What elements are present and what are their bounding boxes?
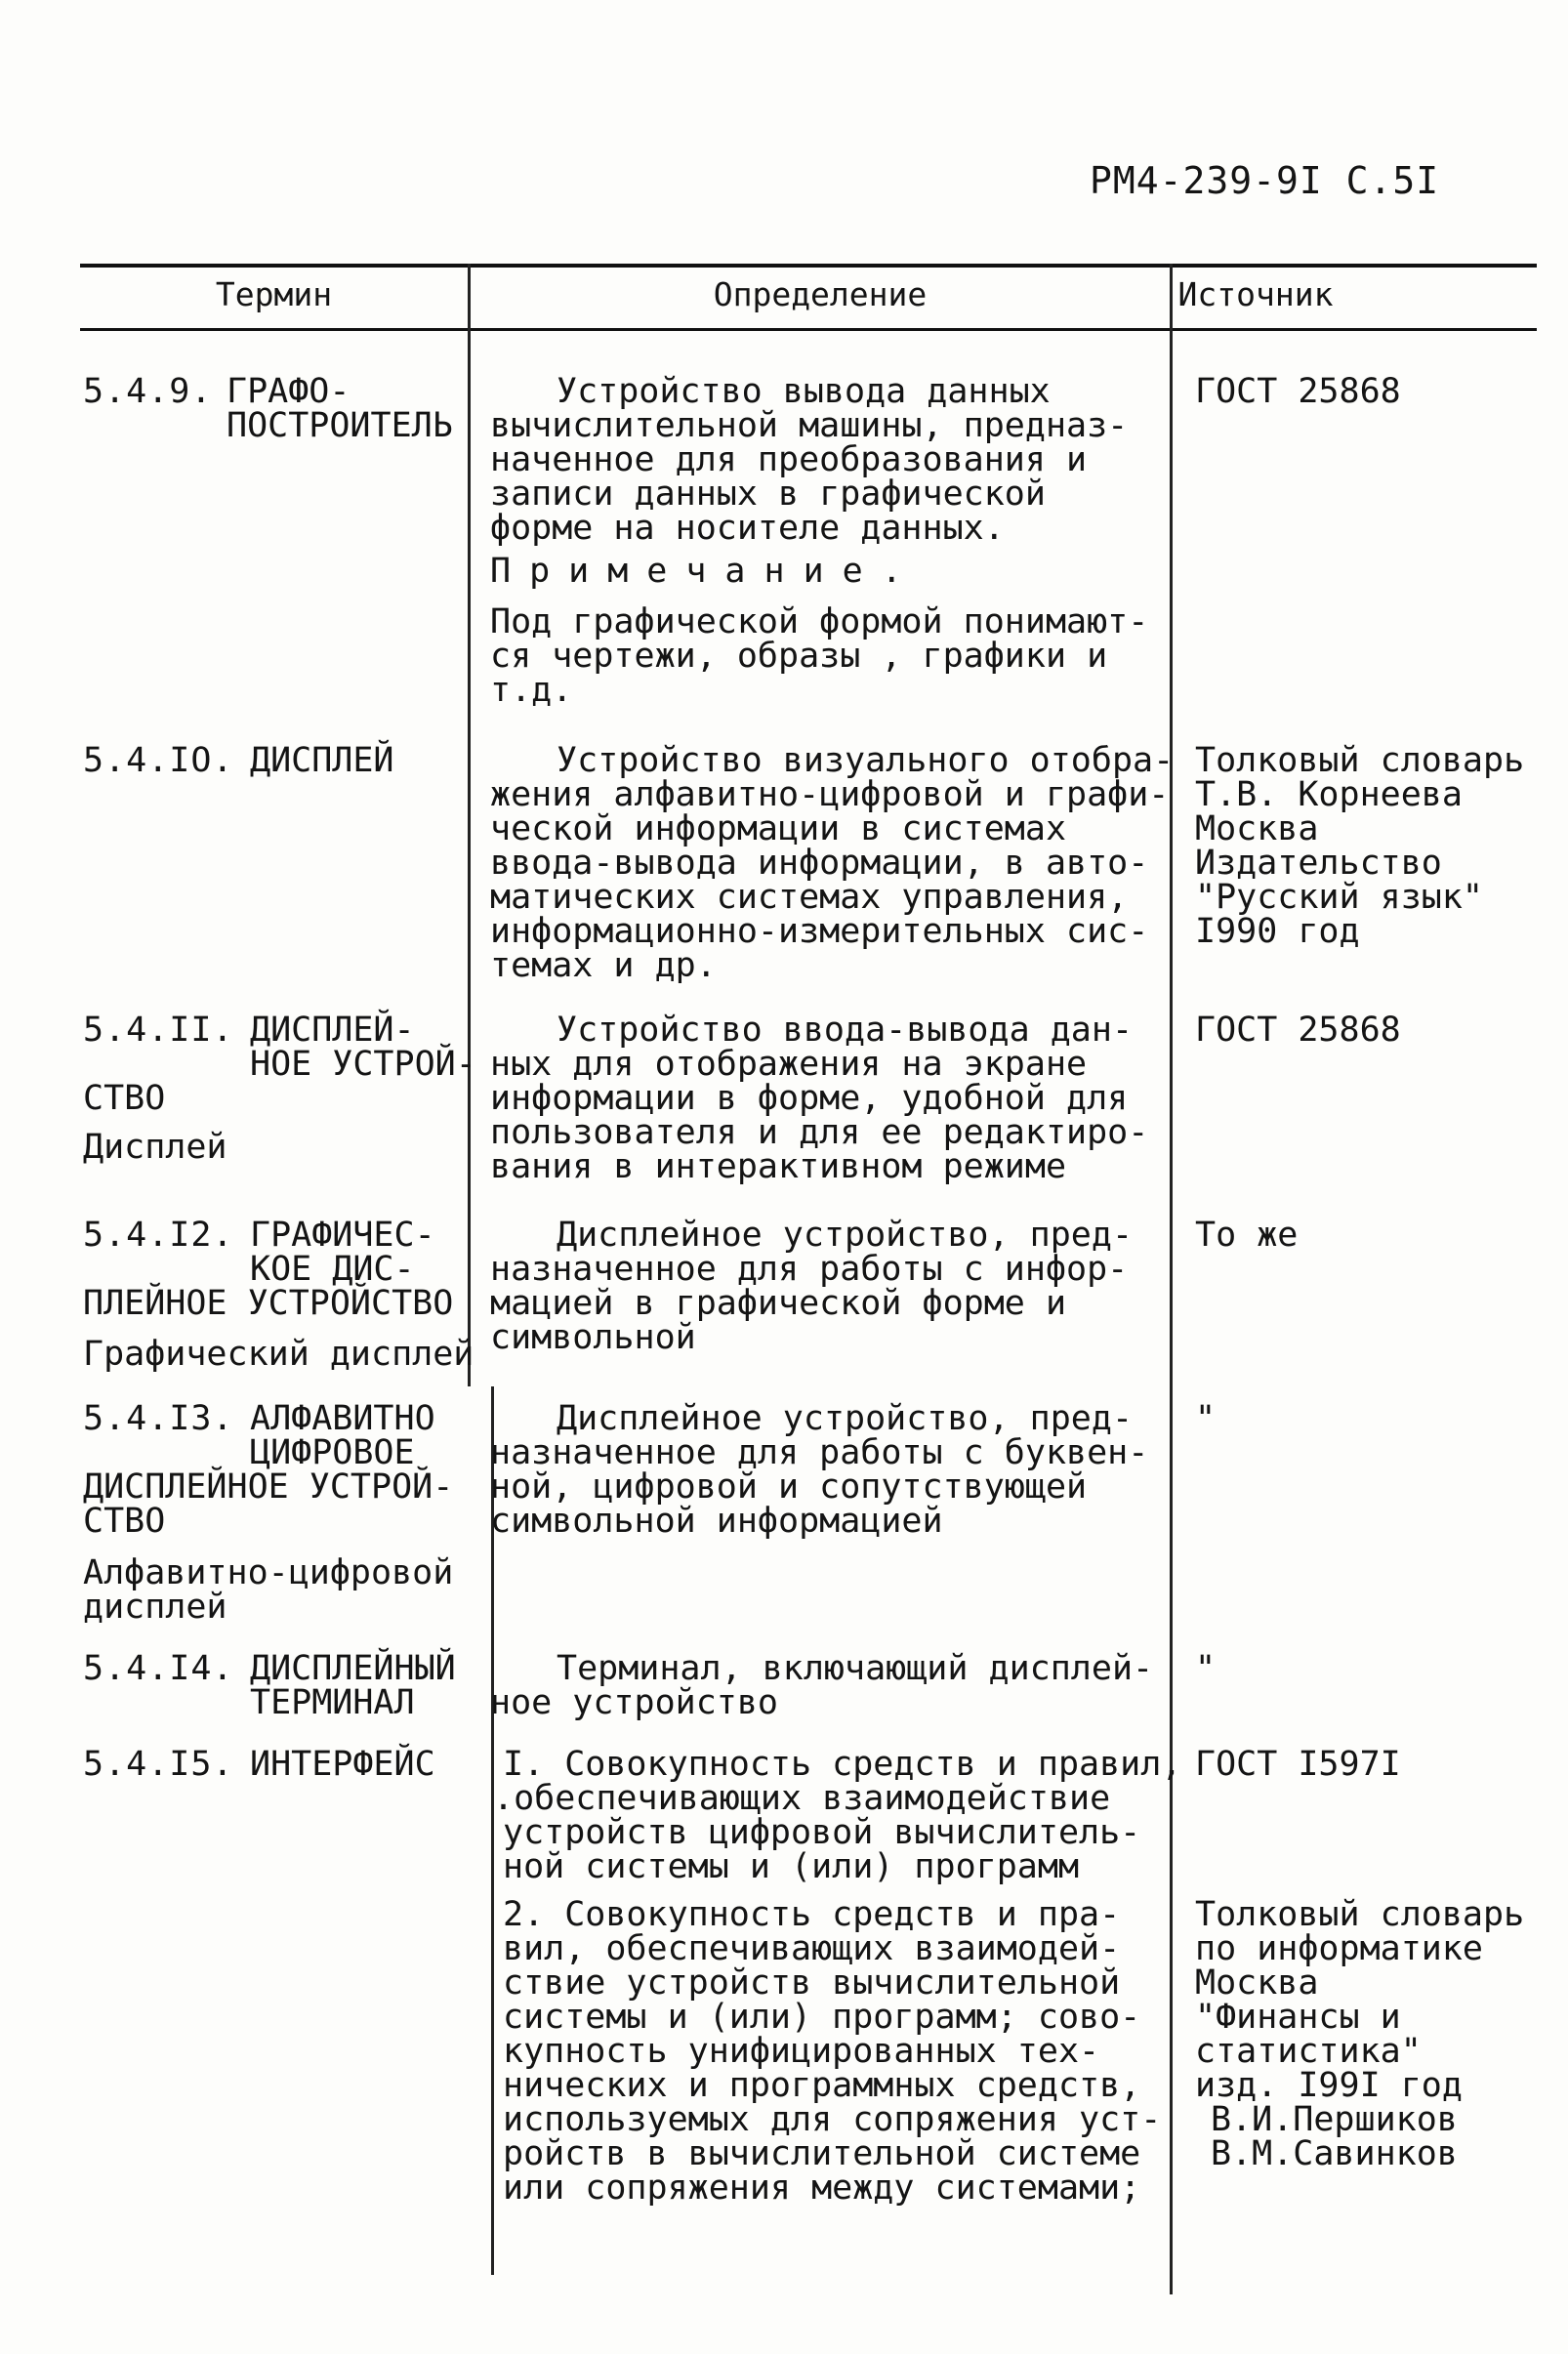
definition-line: ное устройство xyxy=(490,1683,779,1722)
definition-line: пользователя и для ее редактиро- xyxy=(490,1113,1149,1152)
definition-line: устройств цифровой вычислитель- xyxy=(503,1813,1141,1852)
definition-line: нических и программных средств, xyxy=(503,2066,1141,2105)
source-line: Толковый словарь xyxy=(1195,741,1525,780)
definition-line: Устройство вывода данных xyxy=(557,372,1051,411)
definition-line: I. Совокупность средств и правил, xyxy=(503,1745,1182,1784)
entry-number: 5.4.II. xyxy=(83,1011,234,1050)
term-synonym: Дисплей xyxy=(83,1128,227,1167)
term-line: ДИСПЛЕЙ xyxy=(250,741,394,780)
entry-number: 5.4.I5. xyxy=(83,1745,234,1784)
definition-line: системы и (или) программ; сово- xyxy=(503,1998,1141,2037)
definition-line: назначенное для работы с буквен- xyxy=(490,1433,1149,1472)
definition-line: 2. Совокупность средств и пра- xyxy=(503,1895,1121,1934)
definition-line: Терминал, включающий дисплей- xyxy=(557,1649,1154,1688)
definition-line: символьной информацией xyxy=(490,1502,943,1541)
term-synonym: Алфавитно-цифровой xyxy=(83,1553,454,1592)
column-divider-term xyxy=(468,264,471,1386)
definition-line: ройств в вычислительной системе xyxy=(503,2134,1141,2173)
definition-line: информационно-измерительных сис- xyxy=(490,912,1149,951)
definition-line: вания в интерактивном режиме xyxy=(490,1147,1067,1186)
source-line: Москва xyxy=(1195,809,1319,848)
entry-number: 5.4.I3. xyxy=(83,1399,234,1438)
term-line: ПОСТРОИТЕЛЬ xyxy=(227,406,453,445)
column-header-definition: Определение xyxy=(713,275,928,313)
term-line: ДИСПЛЕЙНОЕ УСТРОЙ- xyxy=(83,1467,454,1507)
entry-number: 5.4.I2. xyxy=(83,1216,234,1255)
definition-line: ной, цифровой и сопутствующей xyxy=(490,1467,1088,1507)
term-line: КОЕ ДИС- xyxy=(250,1250,415,1289)
note-line: Под графической формой понимают- xyxy=(490,602,1149,641)
definition-line: наченное для преобразования и xyxy=(490,440,1088,479)
definition-line: вычислительной машины, предназ- xyxy=(490,406,1129,445)
source-line: Издательство xyxy=(1195,844,1442,883)
entry-number: 5.4.IO. xyxy=(83,741,234,780)
source-line: Т.В. Корнеева xyxy=(1195,775,1463,814)
definition-line: ствие устройств вычислительной xyxy=(503,1963,1121,2003)
definition-line: ной системы и (или) программ xyxy=(503,1847,1080,1886)
definition-line: ческой информации в системах xyxy=(490,809,1067,848)
source-line: То же xyxy=(1195,1216,1299,1255)
definition-line: жения алфавитно-цифровой и графи- xyxy=(490,775,1170,814)
definition-line: записи данных в графической xyxy=(490,475,1046,514)
source-line: ГОСТ 25868 xyxy=(1195,1011,1401,1050)
source-ditto: " xyxy=(1195,1399,1217,1438)
source-line: I990 год xyxy=(1195,912,1360,951)
term-line: СТВО xyxy=(83,1502,166,1541)
term-line: ГРАФО- xyxy=(227,372,351,411)
definition-line: матических системах управления, xyxy=(490,878,1129,917)
source-line: "Русский язык" xyxy=(1195,878,1484,917)
term-line: ДИСПЛЕЙНЫЙ xyxy=(250,1649,456,1688)
definition-line: .обеспечивающих взаимодействие xyxy=(493,1779,1111,1818)
definition-line: или сопряжения между системами; xyxy=(503,2168,1141,2208)
column-header-term: Термин xyxy=(215,275,333,313)
term-line: АЛФАВИТНО xyxy=(250,1399,435,1438)
note-line: ся чертежи, образы , графики и xyxy=(490,637,1108,676)
entry-number: 5.4.I4. xyxy=(83,1649,234,1688)
source-line: Толковый словарь xyxy=(1195,1895,1525,1934)
definition-line: символьной xyxy=(490,1318,696,1357)
source-line: Москва xyxy=(1195,1963,1319,2003)
definition-line: ввода-вывода информации, в авто- xyxy=(490,844,1149,883)
definition-line: купность унифицированных тех- xyxy=(503,2032,1100,2071)
definition-line: используемых для сопряжения уст- xyxy=(503,2100,1162,2139)
definition-line: Устройство ввода-вывода дан- xyxy=(557,1011,1134,1050)
source-line: статистика" xyxy=(1195,2032,1422,2071)
definition-line: ных для отображения на экране xyxy=(490,1045,1088,1084)
definition-line: форме на носителе данных. xyxy=(490,509,1005,548)
source-line: В.И.Першиков xyxy=(1211,2100,1458,2139)
source-line: В.М.Савинков xyxy=(1211,2134,1458,2173)
definition-line: темах и др. xyxy=(490,946,717,985)
term-line: СТВО xyxy=(83,1079,166,1118)
definition-line: Устройство визуального отобра- xyxy=(557,741,1175,780)
term-line: ГРАФИЧЕС- xyxy=(250,1216,435,1255)
column-divider-source xyxy=(1170,264,1173,2294)
term-line: ДИСПЛЕЙ- xyxy=(250,1011,415,1050)
term-line: НОЕ УСТРОЙ- xyxy=(250,1045,476,1084)
term-line: ПЛЕЙНОЕ УСТРОЙСТВО xyxy=(83,1284,454,1323)
source-line: ГОСТ 25868 xyxy=(1195,372,1401,411)
note-label: Примечание. xyxy=(490,552,921,591)
header-bottom-rule xyxy=(80,328,1537,331)
term-line: ТЕРМИНАЛ xyxy=(250,1683,415,1722)
source-ditto: " xyxy=(1195,1649,1217,1688)
definition-line: вил, обеспечивающих взаимодей- xyxy=(503,1929,1121,1968)
definition-line: мацией в графической форме и xyxy=(490,1284,1067,1323)
term-synonym: Графический дисплей xyxy=(83,1335,475,1374)
table-top-rule xyxy=(80,264,1537,268)
source-line: ГОСТ I597I xyxy=(1195,1745,1401,1784)
term-line: ИНТЕРФЕЙС xyxy=(250,1745,435,1784)
entry-number: 5.4.9. xyxy=(83,372,213,411)
definition-line: Дисплейное устройство, пред- xyxy=(557,1399,1134,1438)
column-header-source: Источник xyxy=(1177,275,1334,313)
source-line: по информатике xyxy=(1195,1929,1484,1968)
source-line: "Финансы и xyxy=(1195,1998,1401,2037)
source-line: изд. I99I год xyxy=(1195,2066,1463,2105)
term-line: ЦИФРОВОЕ xyxy=(250,1433,415,1472)
page-reference: РМ4-239-9I С.5I xyxy=(1090,159,1440,202)
definition-line: Дисплейное устройство, пред- xyxy=(557,1216,1134,1255)
note-line: т.д. xyxy=(490,671,573,710)
definition-line: назначенное для работы с инфор- xyxy=(490,1250,1129,1289)
definition-line: информации в форме, удобной для xyxy=(490,1079,1129,1118)
term-synonym: дисплей xyxy=(83,1588,227,1627)
